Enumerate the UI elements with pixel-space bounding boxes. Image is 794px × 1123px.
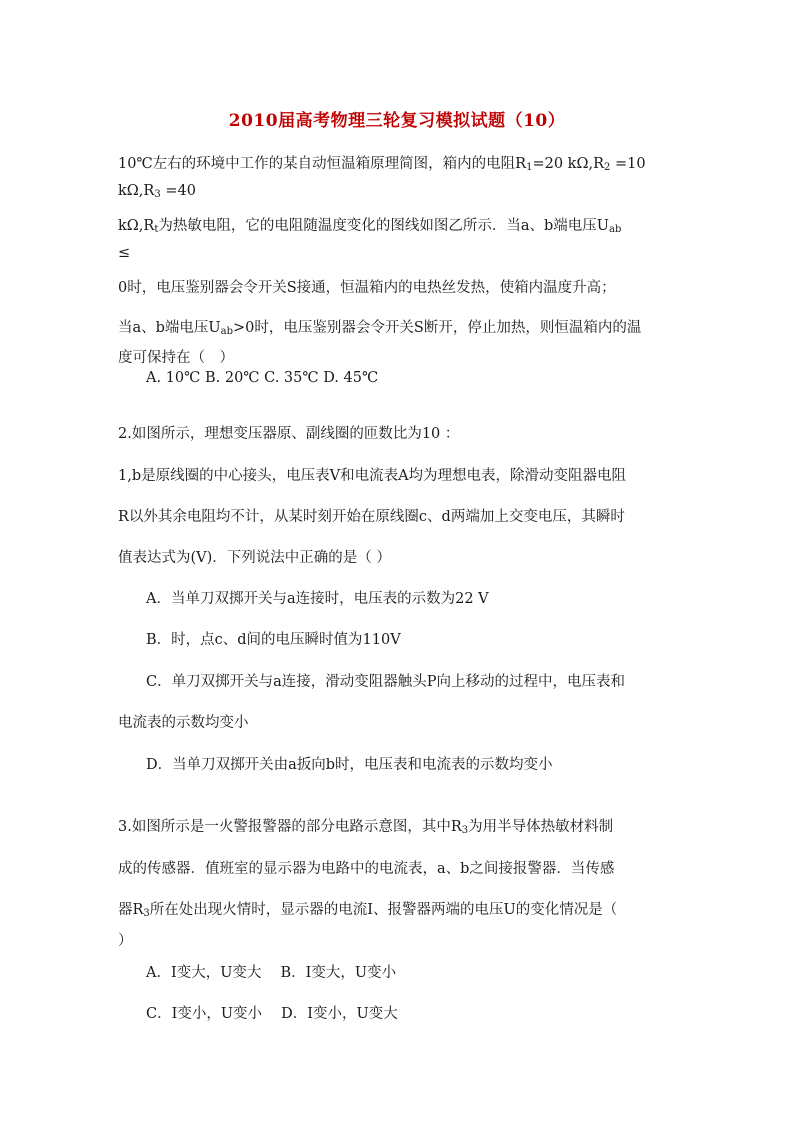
q1-line-2: $k\Omega,R_3 =40$ bbox=[118, 183, 196, 200]
q2-line-4: 值表达式为(V)．下列说法中正确的是（ ） bbox=[118, 550, 391, 566]
q3-line-1: 3.如图所示是一火警报警器的部分电路示意图，其中$R_3$为用半导体热敏材料制 bbox=[118, 819, 614, 836]
q1-line-1: 10℃左右的环境中工作的某自动恒温箱原理简图，箱内的电阻$R_1=20$ $k\Omega,R_2 =10$ bbox=[118, 156, 646, 173]
q3-options-cd: C．I变小，U变小 D．I变小，U变大 bbox=[146, 1006, 398, 1022]
q3-line-3: 器$R_3$所在处出现火情时，显示器的电流I、报警器两端的电压U的变化情况是（ bbox=[118, 902, 618, 919]
q1-line-4: ≤ bbox=[118, 245, 131, 261]
q3-options-ab: A．I变大，U变大 B．I变大，U变小 bbox=[146, 965, 397, 981]
q2-line-1: 2.如图所示，理想变压器原、副线圈的匝数比为10 ： bbox=[118, 426, 460, 442]
q1-line-7: 度可保持在（ ） bbox=[118, 350, 234, 366]
q2-line-3: R以外其余电阻均不计，从某时刻开始在原线圈c、d两端加上交变电压，其瞬时 bbox=[118, 509, 625, 525]
q1-options: A. 10℃ B. 20℃ C. 35℃ D. 45℃ bbox=[146, 370, 379, 386]
q3-line-2: 成的传感器．值班室的显示器为电路中的电流表，a、b之间接报警器．当传感 bbox=[118, 861, 615, 877]
q2-line-2: 1,b是原线圈的中心接头，电压表V和电流表A均为理想电表，除滑动变阻器电阻 bbox=[118, 468, 627, 484]
q2-option-b: B．时，点c、d间的电压瞬时值为110V bbox=[146, 632, 401, 648]
q2-option-c-cont: 电流表的示数均变小 bbox=[118, 715, 249, 731]
q1-line-6: 当a、b端电压$U_{ab}>0$时，电压鉴别器会令开关S断开，停止加热，则恒温箱内的温 bbox=[118, 320, 642, 337]
page-title: 2010届高考物理三轮复习模拟试题（10） bbox=[228, 111, 566, 131]
q2-option-c: C．单刀双掷开关与a连接，滑动变阻器触头P向上移动的过程中，电压表和 bbox=[146, 674, 625, 690]
q2-option-a: A．当单刀双掷开关与a连接时，电压表的示数为22 V bbox=[146, 591, 489, 607]
q1-line-3: $k\Omega,R_t$为热敏电阻，它的电阻随温度变化的图线如图乙所示．当a、b端电压$U_{ab}$ bbox=[118, 218, 622, 235]
q2-option-d: D．当单刀双掷开关由a扳向b时，电压表和电流表的示数均变小 bbox=[146, 757, 553, 773]
q3-line-4: ） bbox=[118, 933, 133, 949]
q1-line-5: 0时，电压鉴别器会令开关S接通，恒温箱内的电热丝发热，使箱内温度升高； bbox=[118, 280, 616, 296]
